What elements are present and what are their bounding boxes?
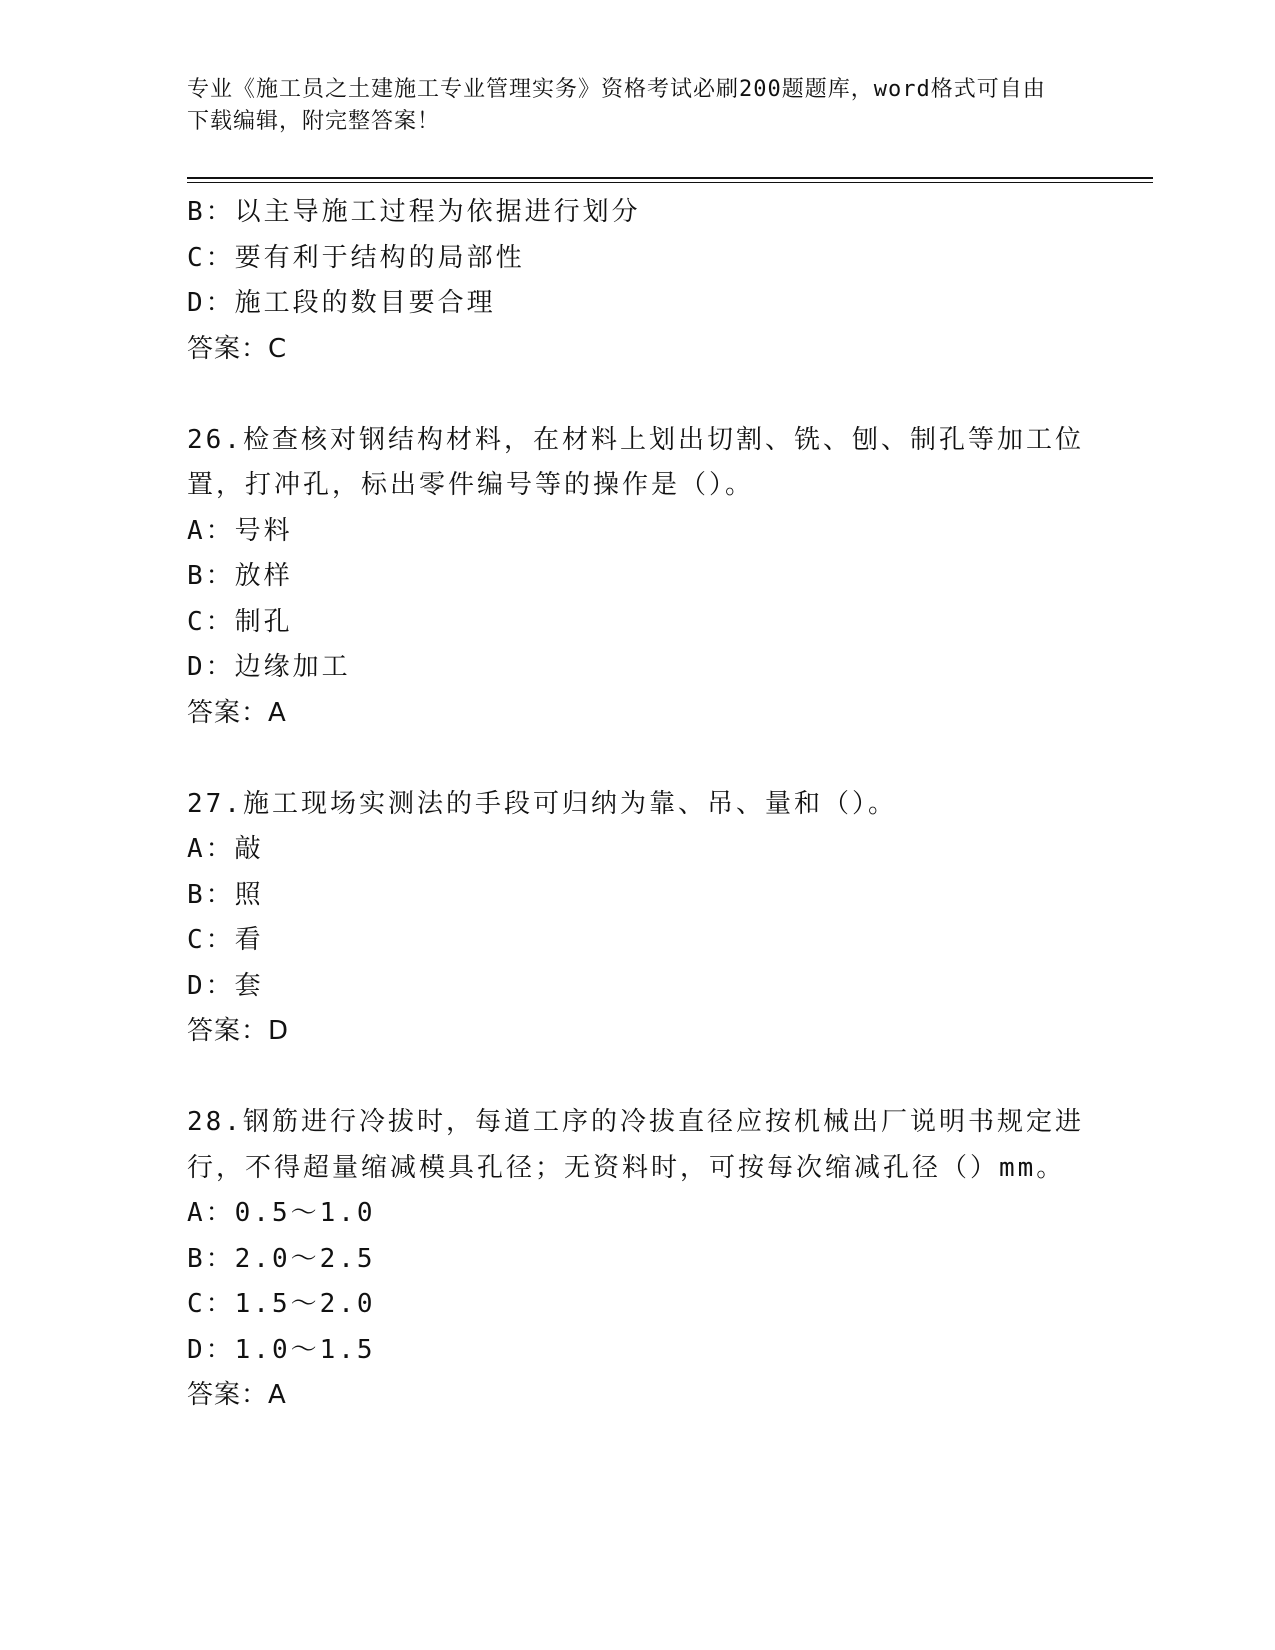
option-item: D：套 [187, 970, 264, 1001]
question-block-27 [187, 782, 1087, 1055]
option-item: D：1.0～1.5 [187, 1334, 376, 1365]
header-divider-thin [187, 182, 1153, 183]
answer-line: 答案：A [187, 1380, 287, 1410]
spacer [187, 736, 1087, 782]
question-text: 26.检查核对钢结构材料，在材料上划出切割、铣、刨、制孔等加工位置，打冲孔，标出零件编号等的操作是（）。 [187, 424, 1084, 500]
option-item: B：以主导施工过程为依据进行划分 [187, 197, 641, 227]
answer-line: 答案：C [187, 333, 288, 364]
spacer [187, 1055, 1087, 1101]
option-item: B：放样 [187, 561, 293, 591]
header-divider-thick [187, 177, 1153, 179]
option-item: C：看 [187, 925, 264, 955]
option-item: A：号料 [187, 515, 293, 546]
option-item: D：施工段的数目要合理 [187, 288, 496, 318]
option-item: A：0.5～1.0 [187, 1198, 376, 1228]
option-item: A：敲 [187, 834, 264, 864]
option-item: C：要有利于结构的局部性 [187, 242, 525, 273]
document-header [187, 74, 1067, 138]
answer-line: 答案：D [187, 1016, 290, 1046]
spacer [187, 372, 1087, 418]
question-block-26 [187, 418, 1087, 737]
option-item: D：边缘加工 [187, 652, 351, 682]
question-list [187, 190, 1087, 1419]
option-item: C：1.5～2.0 [187, 1289, 376, 1319]
question-block-28 [187, 1100, 1087, 1419]
question-text: 28.钢筋进行冷拔时，每道工序的冷拔直径应按机械出厂说明书规定进行，不得超量缩减模具孔径；无资料时，可按每次缩减孔径（）mm。 [187, 1107, 1084, 1183]
header-title: 专业《施工员之土建施工专业管理实务》资格考试必刷200题题库，word格式可自由下载编辑，附完整答案！ [187, 77, 1046, 134]
answer-line: 答案：A [187, 697, 287, 728]
option-item: B：2.0～2.5 [187, 1243, 376, 1274]
question-block-25 [187, 190, 1087, 372]
option-item: C：制孔 [187, 606, 293, 637]
option-item: B：照 [187, 879, 264, 910]
question-text: 27.施工现场实测法的手段可归纳为靠、吊、量和（）。 [187, 788, 897, 819]
